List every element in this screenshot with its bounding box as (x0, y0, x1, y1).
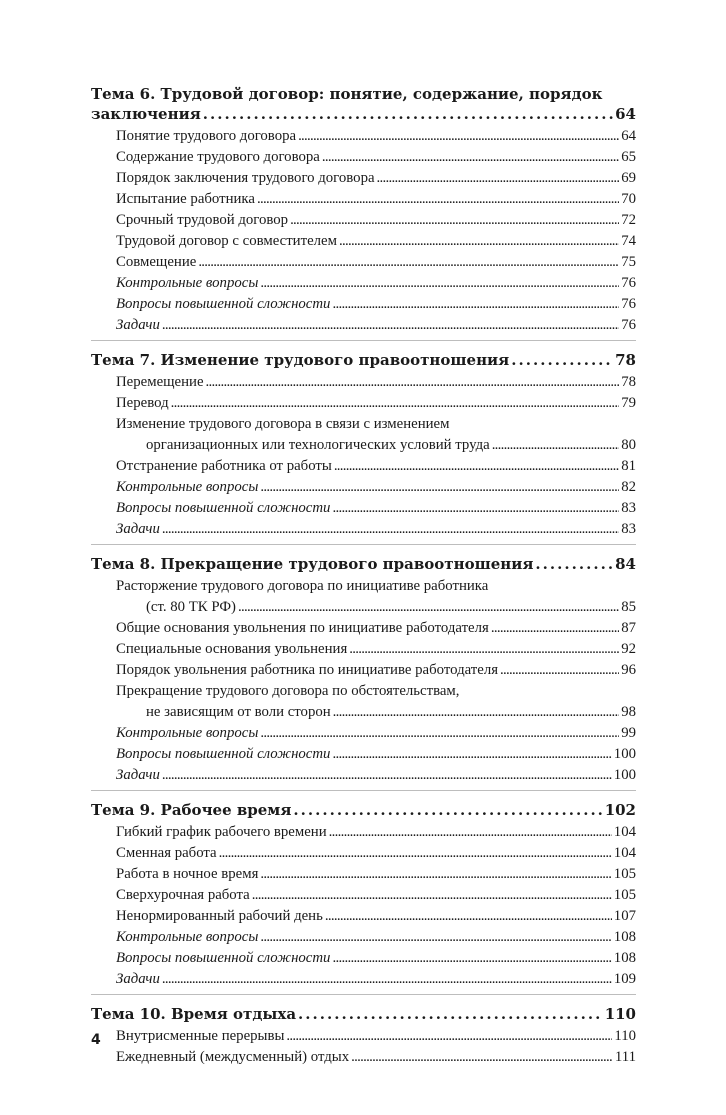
dot-leader (162, 519, 619, 540)
entry-row (116, 498, 636, 519)
entry-text: Перемещение (116, 374, 204, 390)
entry-page-number: 96 (621, 662, 636, 678)
dot-leader (293, 800, 602, 820)
table-of-contents (91, 81, 636, 1078)
toc-entry[interactable] (91, 273, 636, 294)
section-title[interactable] (91, 797, 636, 822)
dot-leader (511, 350, 613, 370)
entry-row (116, 294, 636, 315)
toc-entry[interactable] (91, 252, 636, 273)
toc-section (91, 347, 636, 545)
entry-row (116, 864, 636, 885)
section-page-number: 78 (615, 351, 636, 369)
entry-row (116, 843, 636, 864)
section-title-row (91, 104, 636, 124)
entry-row (116, 822, 636, 843)
section-page-number: 102 (604, 801, 636, 819)
entry-text: Контрольные вопросы (116, 479, 259, 495)
entry-text-line1: Расторжение трудового договора по инициативе работника (116, 578, 489, 594)
dot-leader (377, 168, 620, 189)
entry-text: Содержание трудового договора (116, 149, 320, 165)
entry-row (116, 702, 636, 723)
toc-section (91, 81, 636, 341)
dot-leader (162, 969, 612, 990)
dot-leader (334, 456, 619, 477)
entry-page-number: 109 (613, 971, 636, 987)
toc-entry[interactable] (91, 885, 636, 906)
entry-row (116, 168, 636, 189)
entry-page-number: 87 (621, 620, 636, 636)
dot-leader (260, 723, 619, 744)
entry-page-number: 76 (621, 317, 636, 333)
entry-row (116, 906, 636, 927)
entry-text: организационных или технологических условий труда (146, 437, 490, 453)
section-title-text: Тема 8. Прекращение трудового правоотношения (91, 555, 534, 573)
dot-leader (332, 948, 611, 969)
dot-leader (162, 315, 619, 336)
toc-entry[interactable] (91, 948, 636, 969)
dot-leader (260, 477, 619, 498)
section-title-text: Тема 9. Рабочее время (91, 801, 292, 819)
entry-row (116, 456, 636, 477)
toc-entry[interactable] (91, 498, 636, 519)
toc-entry[interactable] (91, 864, 636, 885)
section-title[interactable] (91, 1001, 636, 1026)
section-page-number: 110 (604, 1005, 636, 1023)
dot-leader (332, 744, 611, 765)
dot-leader (286, 1026, 612, 1047)
toc-entry[interactable] (91, 765, 636, 786)
section-title[interactable] (91, 347, 636, 372)
entry-row (116, 639, 636, 660)
section-title-row (91, 800, 636, 820)
entry-page-number: 76 (621, 275, 636, 291)
entry-page-number: 85 (621, 599, 636, 615)
dot-leader (492, 435, 620, 456)
entry-text: Задачи (116, 767, 160, 783)
entry-text: Задачи (116, 521, 160, 537)
toc-entry[interactable] (91, 1026, 636, 1047)
section-title-line1: Тема 6. Трудовой договор: понятие, содержание, порядок (91, 85, 603, 103)
entry-text: Общие основания увольнения по инициативе работодателя (116, 620, 489, 636)
entry-row (116, 315, 636, 336)
section-title-line2: заключения (91, 105, 201, 123)
entry-text: Совмещение (116, 254, 197, 270)
entry-text: Внутрисменные перерывы (116, 1028, 285, 1044)
dot-leader (260, 927, 611, 948)
entry-text: Ежедневный (междусменный) отдых (116, 1049, 350, 1065)
entry-text: Порядок заключения трудового договора (116, 170, 375, 186)
entry-row (116, 519, 636, 540)
entry-text: не зависящим от воли сторон (146, 704, 331, 720)
entry-page-number: 69 (621, 170, 636, 186)
dot-leader (298, 1004, 603, 1024)
toc-entry[interactable] (91, 189, 636, 210)
dot-leader (198, 252, 619, 273)
entry-text: Вопросы повышенной сложности (116, 296, 331, 312)
entry-row (116, 252, 636, 273)
toc-entry[interactable] (91, 927, 636, 948)
toc-entry[interactable] (91, 723, 636, 744)
entry-text: Контрольные вопросы (116, 929, 259, 945)
entry-row (116, 147, 636, 168)
dot-leader (535, 554, 613, 574)
entry-page-number: 83 (621, 500, 636, 516)
page-number: 4 (91, 1032, 101, 1048)
toc-entry[interactable] (91, 822, 636, 843)
entry-row (116, 1047, 636, 1068)
dot-leader (252, 885, 612, 906)
entry-text: Задачи (116, 317, 160, 333)
dot-leader (349, 639, 619, 660)
section-page-number: 64 (615, 105, 636, 123)
dot-leader (491, 618, 619, 639)
toc-entry[interactable] (91, 315, 636, 336)
entry-text: Отстранение работника от работы (116, 458, 332, 474)
toc-entry[interactable] (91, 843, 636, 864)
entry-text: Порядок увольнения работника по инициативе работодателя (116, 662, 499, 678)
entry-text: Испытание работника (116, 191, 255, 207)
section-title-text: Тема 7. Изменение трудового правоотношения (91, 351, 510, 369)
section-title[interactable] (91, 551, 636, 576)
entry-text: Перевод (116, 395, 169, 411)
toc-section (91, 797, 636, 995)
dot-leader (260, 273, 619, 294)
dot-leader (162, 765, 612, 786)
entry-text: Вопросы повышенной сложности (116, 950, 331, 966)
entry-page-number: 104 (613, 845, 636, 861)
entry-row (116, 1026, 636, 1047)
dot-leader (260, 864, 611, 885)
entry-row (116, 477, 636, 498)
toc-entry[interactable] (91, 576, 636, 618)
dot-leader (298, 126, 619, 147)
dot-leader (171, 393, 620, 414)
entry-page-number: 70 (621, 191, 636, 207)
entry-page-number: 110 (614, 1028, 636, 1044)
toc-entry[interactable] (91, 969, 636, 990)
entry-text: Гибкий график рабочего времени (116, 824, 327, 840)
entry-page-number: 100 (613, 746, 636, 762)
entry-page-number: 100 (613, 767, 636, 783)
entry-row (116, 597, 636, 618)
toc-entry[interactable] (91, 126, 636, 147)
entry-text: Задачи (116, 971, 160, 987)
toc-entry[interactable] (91, 414, 636, 456)
entry-row (116, 660, 636, 681)
toc-entry[interactable] (91, 618, 636, 639)
section-title[interactable] (91, 81, 636, 126)
entry-row (116, 435, 636, 456)
section-title-row (91, 1004, 636, 1024)
section-title-text: Тема 10. Время отдыха (91, 1005, 297, 1023)
dot-leader (290, 210, 619, 231)
entry-page-number: 82 (621, 479, 636, 495)
dot-leader (206, 372, 620, 393)
entry-page-number: 76 (621, 296, 636, 312)
entry-row (116, 210, 636, 231)
entry-row (116, 969, 636, 990)
entry-page-number: 99 (621, 725, 636, 741)
dot-leader (333, 702, 620, 723)
entry-row (116, 372, 636, 393)
entry-row (116, 885, 636, 906)
entry-text: Сверхурочная работа (116, 887, 250, 903)
toc-entry[interactable] (91, 210, 636, 231)
entry-page-number: 80 (621, 437, 636, 453)
entry-page-number: 72 (621, 212, 636, 228)
entry-row (116, 765, 636, 786)
toc-entry[interactable] (91, 168, 636, 189)
dot-leader (329, 822, 612, 843)
entry-row (116, 723, 636, 744)
toc-section (91, 551, 636, 791)
entry-row (116, 744, 636, 765)
entry-row (116, 189, 636, 210)
dot-leader (257, 189, 619, 210)
entry-row (116, 126, 636, 147)
dot-leader (332, 498, 619, 519)
entry-page-number: 108 (613, 929, 636, 945)
entry-page-number: 74 (621, 233, 636, 249)
entry-text: Ненормированный рабочий день (116, 908, 323, 924)
toc-entry[interactable] (91, 906, 636, 927)
toc-entry[interactable] (91, 456, 636, 477)
toc-entry[interactable] (91, 294, 636, 315)
entry-page-number: 79 (621, 395, 636, 411)
entry-page-number: 64 (621, 128, 636, 144)
entry-text-line1: Изменение трудового договора в связи с изменением (116, 416, 450, 432)
toc-section (91, 1001, 636, 1072)
dot-leader (351, 1047, 613, 1068)
entry-page-number: 75 (621, 254, 636, 270)
toc-entry[interactable] (91, 231, 636, 252)
entry-page-number: 108 (613, 950, 636, 966)
entry-text: Вопросы повышенной сложности (116, 500, 331, 516)
toc-entry[interactable] (91, 519, 636, 540)
section-title-row (91, 554, 636, 574)
toc-entry[interactable] (91, 660, 636, 681)
entry-text: Специальные основания увольнения (116, 641, 348, 657)
toc-entry[interactable] (91, 477, 636, 498)
dot-leader (203, 104, 613, 124)
entry-page-number: 105 (613, 887, 636, 903)
entry-row (116, 927, 636, 948)
section-page-number: 84 (615, 555, 636, 573)
dot-leader (219, 843, 612, 864)
entry-page-number: 105 (613, 866, 636, 882)
entry-row (116, 948, 636, 969)
dot-leader (322, 147, 619, 168)
toc-entry[interactable] (91, 147, 636, 168)
entry-text: Сменная работа (116, 845, 217, 861)
entry-text: Трудовой договор с совместителем (116, 233, 337, 249)
entry-row (116, 393, 636, 414)
entry-page-number: 81 (621, 458, 636, 474)
entry-row (116, 618, 636, 639)
entry-text-line1: Прекращение трудового договора по обстоятельствам, (116, 683, 460, 699)
dot-leader (500, 660, 619, 681)
entry-text: Контрольные вопросы (116, 275, 259, 291)
toc-entry[interactable] (91, 744, 636, 765)
entry-row (116, 231, 636, 252)
dot-leader (238, 597, 619, 618)
entry-page-number: 83 (621, 521, 636, 537)
toc-entry[interactable] (91, 681, 636, 723)
toc-entry[interactable] (91, 1047, 636, 1068)
toc-entry[interactable] (91, 393, 636, 414)
dot-leader (332, 294, 619, 315)
entry-page-number: 78 (621, 374, 636, 390)
entry-row (116, 273, 636, 294)
entry-page-number: 92 (621, 641, 636, 657)
dot-leader (339, 231, 619, 252)
section-title-row (91, 350, 636, 370)
entry-text: Понятие трудового договора (116, 128, 297, 144)
entry-text: Работа в ночное время (116, 866, 259, 882)
dot-leader (325, 906, 612, 927)
entry-page-number: 107 (613, 908, 636, 924)
entry-page-number: 65 (621, 149, 636, 165)
entry-page-number: 111 (614, 1049, 636, 1065)
entry-text: Срочный трудовой договор (116, 212, 289, 228)
entry-page-number: 104 (613, 824, 636, 840)
entry-text: (ст. 80 ТК РФ) (146, 599, 236, 615)
toc-entry[interactable] (91, 372, 636, 393)
toc-entry[interactable] (91, 639, 636, 660)
entry-text: Вопросы повышенной сложности (116, 746, 331, 762)
entry-text: Контрольные вопросы (116, 725, 259, 741)
entry-page-number: 98 (621, 704, 636, 720)
